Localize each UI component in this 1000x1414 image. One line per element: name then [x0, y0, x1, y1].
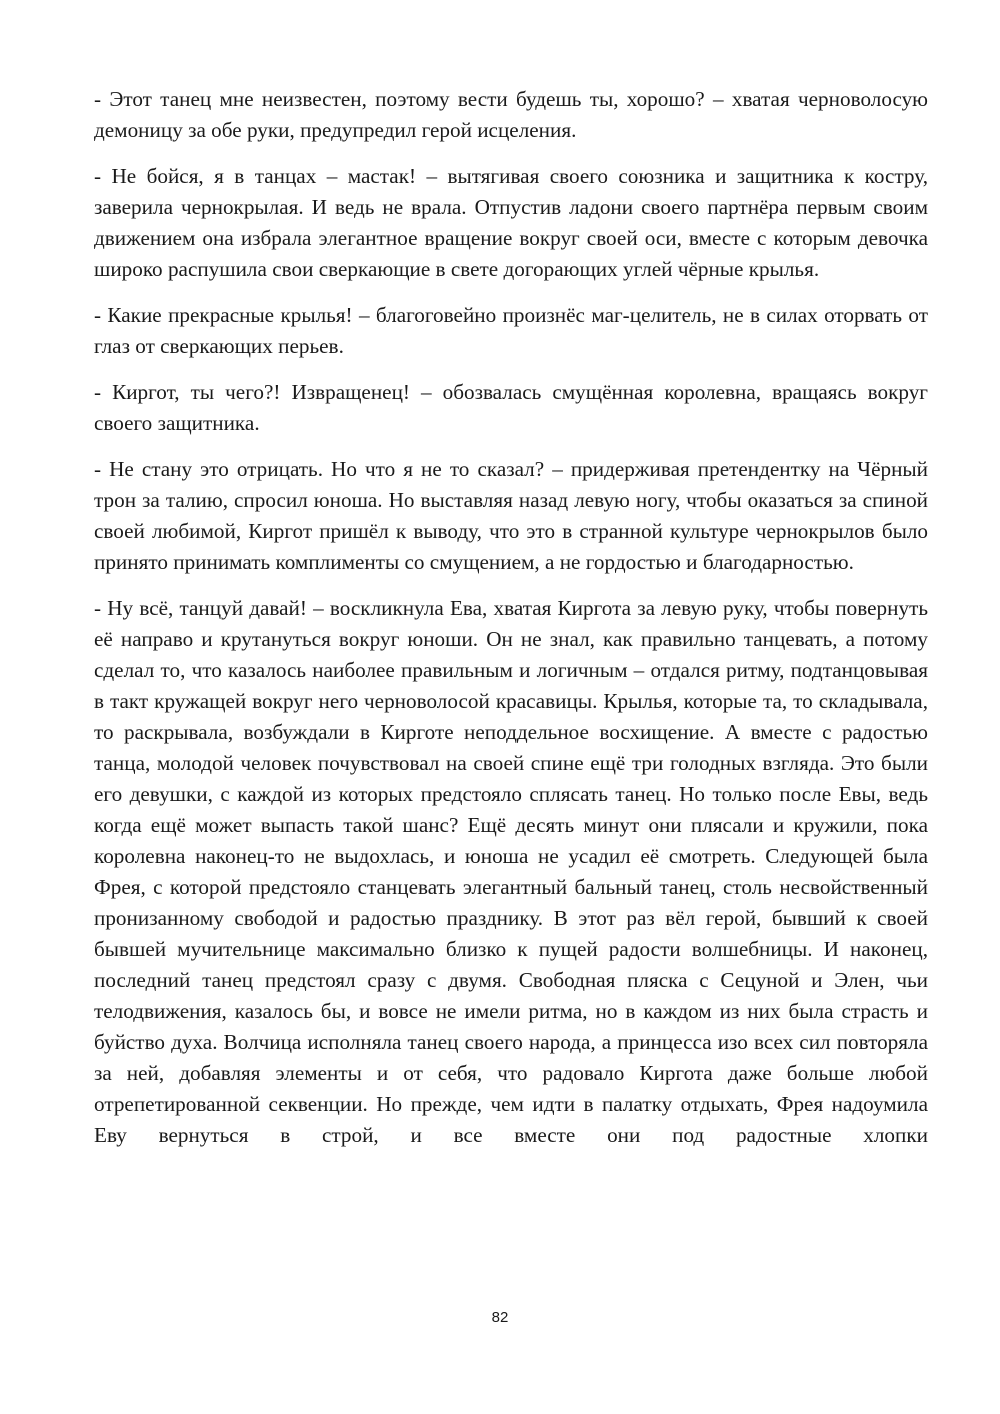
paragraph-2: - Не бойся, я в танцах – мастак! – вытягивая своего союзника и защитника к костру, заверила чернокрылая. И ведь не врала. Отпустив ладони своего партнёра первым своим движением она избрала элегантное вращение вокруг своей оси, вместе с которым девочка широко распушила свои сверкающие в свете догорающих углей чёрные крылья. [94, 164, 928, 281]
paragraph-6: - Ну всё, танцуй давай! – воскликнула Ева, хватая Киргота за левую руку, чтобы повернуть её направо и крутануться вокруг юноши. Он не знал, как правильно танцевать, а потому сделал то, что казалось наиболее правильным и логичным – отдался ритму, подтанцовывая в такт кружащей вокруг него черноволосой красавицы. Крылья, которые та, то складывала, то раскрывала, возбуждали в Кирготе неподдельное восхищение. А вместе с радостью танца, молодой человек почувствовал на своей спине ещё три голодных взгляда. Это были его девушки, с каждой из которых предстояло сплясать танец. Но только после Евы, ведь когда ещё может выпасть такой шанс? Ещё десять минут они плясали и кружили, пока королевна наконец-то не выдохлась, и юноша не усадил её смотреть. Следующей была Фрея, с которой предстояло станцевать элегантный бальный танец, столь несвойственный пронизанному свободой и радостью празднику. В этот раз вёл герой, бывший к своей бывшей мучительнице максимально близко к пущей радости волшебницы. И наконец, последний танец предстоял сразу с двумя. Свободная пляска с Сецуной и Элен, чьи телодвижения, казалось бы, и вовсе не имели ритма, но в каждом из них была страсть и буйство духа. Волчица исполняла танец своего народа, а принцесса изо всех сил повторяла за ней, добавляя элементы и от себя, что радовало Киргота даже больше любой отрепетированной секвенции. Но прежде, чем идти в палатку отдыхать, Фрея надоумила Еву вернуться в строй, и все вместе они под радостные хлопки [94, 596, 928, 1147]
page-number: 82 [491, 1309, 509, 1326]
paragraph-5: - Не стану это отрицать. Но что я не то сказал? – придерживая претендентку на Чёрный трон за талию, спросил юноша. Но выставляя назад левую ногу, чтобы оказаться за спиной своей любимой, Киргот пришёл к выводу, что это в странной культуре чернокрылов было принято принимать комплименты со смущением, а не гордостью и благодарностью. [94, 457, 928, 574]
page-body [94, 84, 928, 1166]
paragraph-3: - Какие прекрасные крылья! – благоговейно произнёс маг-целитель, не в силах оторвать от глаз от сверкающих перьев. [94, 303, 928, 358]
paragraph-4: - Киргот, ты чего?! Извращенец! – обозвалась смущённая королевна, вращаясь вокруг своего защитника. [94, 380, 928, 435]
paragraph-1: - Этот танец мне неизвестен, поэтому вести будешь ты, хорошо? – хватая черноволосую демоницу за обе руки, предупредил герой исцеления. [94, 87, 928, 142]
